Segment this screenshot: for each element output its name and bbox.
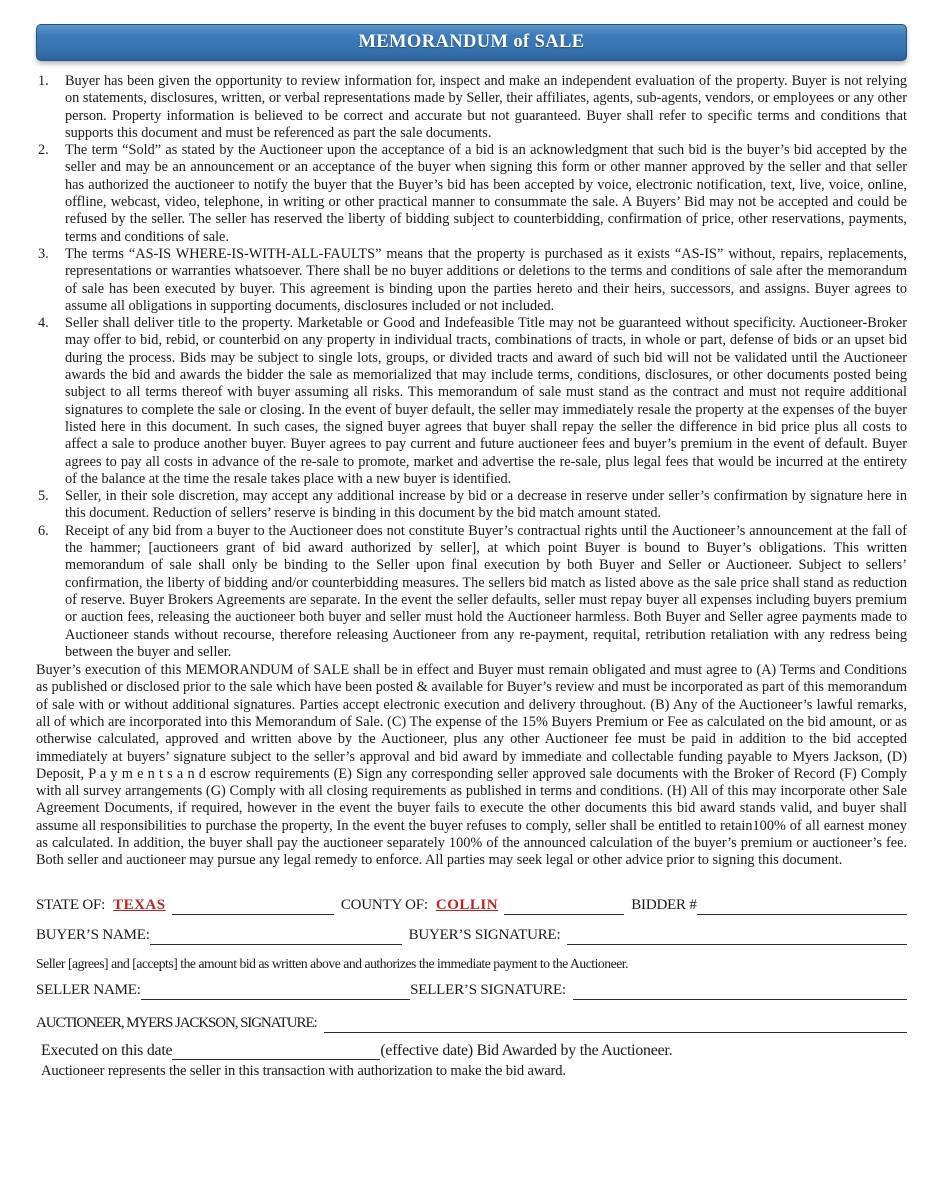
auctioneer-signature-label: AUCTIONEER, MYERS JACKSON, SIGNATURE:: [36, 1014, 317, 1031]
clause-3: [36, 246, 907, 315]
county-of-label: COUNTY OF:: [340, 896, 428, 913]
clause-6-number: 6.: [38, 522, 49, 539]
county-fill-line[interactable]: [504, 898, 624, 915]
executed-date-row: [36, 1041, 907, 1060]
clause-6-text: Receipt of any bid from a buyer to the Auctioneer does not constitute Buyer’s contractual rights until the Auctioneer’s announcement at the fall of the hammer; [auctioneers grant of bid award authorized by seller], at which point Buyer is bound to Buyer’s obligations. This written memorandum of sale shall only be binding to the Seller upon final execution by both Buyer and Seller or Auctioneer. Subject to sellers’ confirmation, the liberty of bidding and/or counterbidding measures. The sellers bid match as listed above as the sale price shall stand as reduction of reserve. Buyer Brokers Agreements are separate. In the event the seller defaults, seller must repay buyer all expenses including buyers premium or auction fees, releasing the auctioneer both buyer and seller must hold the Auctioneer harmless. Both Buyer and Seller agree payments made to Auctioneer stands without recourse, therefore releasing Auctioneer from any re-payment, requital, retribution retaliation with any redress being between the buyer and seller.: [65, 522, 907, 660]
auctioneer-representation-note: Auctioneer represents the seller in this transaction with authorization to make the bid award.: [41, 1062, 566, 1079]
auctioneer-signature-row: [36, 1014, 907, 1033]
bidder-number-field[interactable]: [697, 898, 907, 915]
numbered-clauses: [36, 73, 907, 661]
clause-3-text: The terms “AS-IS WHERE-IS-WITH-ALL-FAULTS” means that the property is purchased as it exists “AS-IS” without, repairs, replacements, representations or warranties whatsoever. There shall be no buyer additions or deletions to the terms and conditions of sale after the memorandum of sale has been executed by buyer. This agreement is binding upon the parties hereto and their heirs, successors, and assigns. Buyer agrees to assume all obligations in supporting documents, disclosures included or not included.: [65, 245, 907, 314]
title-banner: [36, 24, 907, 61]
bidder-number-label: BIDDER #: [631, 896, 697, 913]
buyer-signature-label: BUYER’S SIGNATURE:: [408, 926, 561, 943]
buyer-name-field[interactable]: [150, 928, 402, 945]
clause-6: [36, 523, 907, 661]
clause-4-number: 4.: [38, 315, 49, 332]
buyer-name-label: BUYER’S NAME:: [36, 926, 150, 943]
clause-5-number: 5.: [38, 488, 49, 505]
executed-date-label: Executed on this date: [41, 1041, 173, 1059]
closing-paragraph: Buyer’s execution of this MEMORANDUM of SALE shall be in effect and Buyer must remain obligated and must agree to (A) Terms and Conditions as published or disclosed prior to the sale which have been posted & available for Buyer’s review and must be incorporated as part of this memorandum of sale with or without additional signatures. Parties accept electronic execution and delivery throughout. (B) Any of the Auctioneer’s lawful remarks, all of which are incorporated into this Memorandum of Sale. (C) The expense of the 15% Buyers Premium or Fee as calculated on the bid amount, or as otherwise calculated, approved and written above by the Auctioneer, plus any other Auctioneer fee must be paid in addition to the bid accepted immediately at buyers’ signature subject to the seller’s approval and bid award by immediate and collectable funding payable to Myers Jackson, (D) Deposit, P a y m e n t s a n d escrow requirements (E) Sign any corresponding seller approved sale documents with the Broker of Record (F) Comply with all survey arrangements (G) Comply with all closing requirements as published in terms and conditions. (H) All of this may incorporate other Sale Agreement Documents, if required, however in the event the buyer fails to execute the other documents this bid award stands valid, and buyer shall assume all responsibilities to purchase the property, In the event the buyer refuses to comply, seller shall be entitled to retain100% of all earnest money as calculated. In addition, the buyer shall pay the auctioneer separately 100% of the announced calculation of the buyer’s premium or auctioneer’s fee. Both seller and auctioneer may pursue any legal remedy to enforce. All parties may seek legal or other advice prior to signing this document.: [36, 662, 907, 869]
clause-5: [36, 488, 907, 523]
clause-5-text: Seller, in their sole discretion, may accept any additional increase by bid or a decrease in reserve under seller’s confirmation by signature here in this document. Reduction of sellers’ reserve is binding in this document by the bid match amount stated.: [65, 488, 907, 522]
clause-2: [36, 142, 907, 246]
clause-2-number: 2.: [38, 142, 49, 159]
seller-signature-label: SELLER’S SIGNATURE:: [410, 981, 566, 998]
clause-4: [36, 315, 907, 488]
document-title: MEMORANDUM of SALE: [358, 32, 585, 52]
seller-name-field[interactable]: [141, 983, 410, 1000]
clause-2-text: The term “Sold” as stated by the Auctioneer upon the acceptance of a bid is an acknowledgment that such bid is the buyer’s bid accepted by the seller and may be an announcement or an acceptance of the buyer when signing this form or other manner approved by the seller and that seller has authorized the auctioneer to notify the buyer that the Buyer’s bid has been accepted by voice, electronic notification, text, live, voice, online, offline, webcast, video, telephone, in writing or other practical manner to consummate the sale. A Buyers’ Bid may not be accepted and could be refused by the seller. The seller has reserved the liberty of bidding subject to counterbidding, confirmation of price, other reservations, payments, terms and conditions of sale.: [65, 142, 907, 245]
seller-name-label: SELLER NAME:: [36, 981, 141, 998]
seller-signature-field[interactable]: [573, 983, 907, 1000]
buyer-signature-field[interactable]: [567, 928, 907, 945]
state-fill-line[interactable]: [172, 898, 334, 915]
state-value: TEXAS: [113, 896, 166, 913]
seller-row: [36, 981, 907, 1000]
clause-1-number: 1.: [38, 73, 49, 89]
clause-4-text: Seller shall deliver title to the property. Marketable or Good and Indefeasible Title may not be guaranteed without specificity. Auctioneer-Broker may offer to bid, rebid, or counterbid on any property in individual tracts, combinations of tracts, in whole or part, defense of bids or an upset bid during the process. Bids may be subject to single lots, groups, or divided tracts and award of such bid will not be validated until the Auctioneer awards the bid and awards the bidder the sale as memorialized that may include terms, conditions, disclosures, or other documents posted being subject to all terms thereof with buyer assuming all risks. This memorandum of sale must stand as the contract and must not require additional signatures to complete the sale or closing. In the event of buyer default, the seller may immediately resale the property at the expenses of the buyer listed here in this document. In such cases, the signed buyer agrees that buyer shall repay the seller the difference in bid price plus all costs to affect a sale to produce another buyer. Buyer agrees to pay current and future auctioneer fees and buyer’s premium in the event of default. Buyer agrees to pay all costs in advance of the re-sale to promote, market and advertise the re-sale, plus legal fees that would be incurred at the entirety of the balance at the time the resale takes place with a new buyer is identified.: [65, 315, 907, 487]
clause-1-text: Buyer has been given the opportunity to review information for, inspect and make an independent evaluation of the property. Buyer is not relying on statements, disclosures, written, or verbal representations made by Seller, their affiliates, agents, sub-agents, vendors, or employees or any other person. Property information is believed to be correct and accurate but not guaranteed. Buyer shall refer to specific terms and conditions that supports this document and must be referenced as part the sale documents.: [65, 73, 907, 141]
county-value: COLLIN: [435, 896, 499, 913]
executed-date-field[interactable]: [172, 1043, 380, 1060]
buyer-row: [36, 926, 907, 945]
effective-date-text: (effective date) Bid Awarded by the Auctioneer.: [380, 1041, 673, 1059]
auctioneer-signature-field[interactable]: [324, 1016, 907, 1033]
state-of-label: STATE OF:: [36, 896, 106, 913]
clause-1: [36, 73, 907, 142]
seller-agreement-statement: Seller [agrees] and [accepts] the amount bid as written above and authorizes the immediate payment to the Auctioneer.: [36, 955, 629, 971]
clause-3-number: 3.: [38, 245, 49, 262]
state-county-bidder-row: [36, 896, 907, 915]
